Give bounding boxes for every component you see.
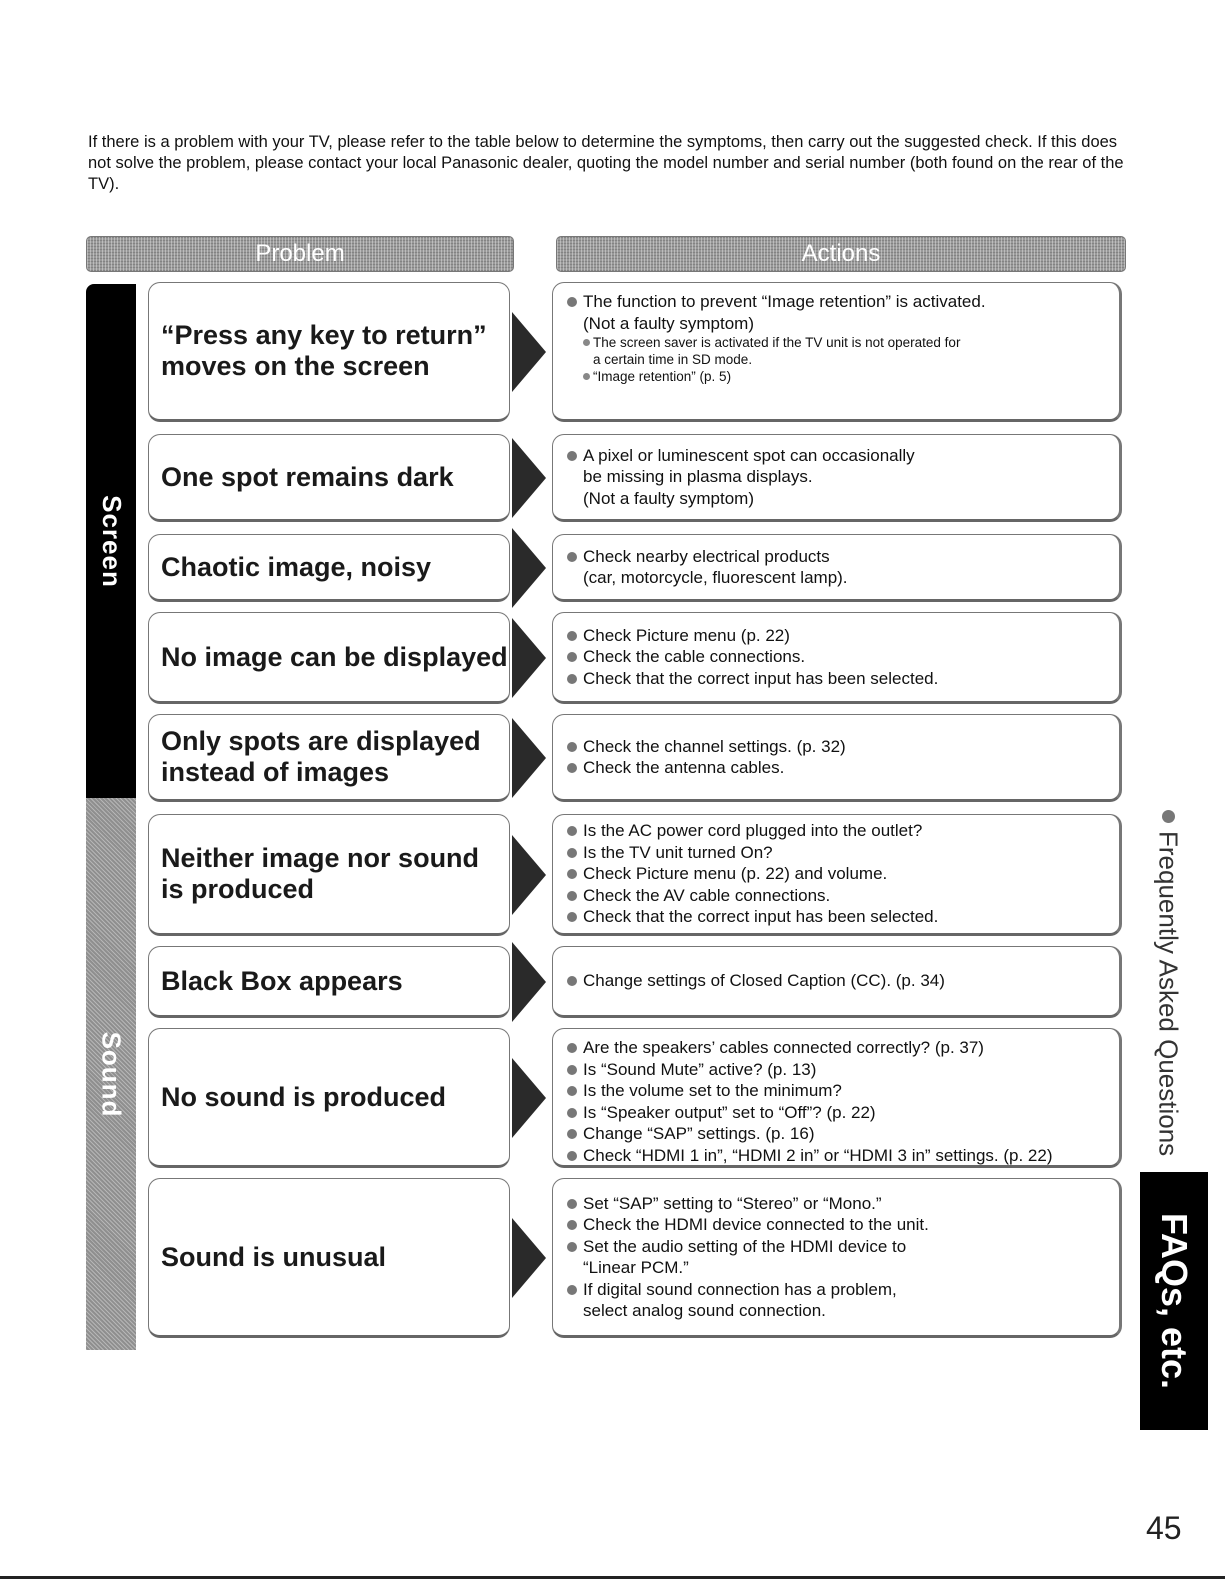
bullet-icon [1162,810,1175,823]
arrow-right-icon [512,438,546,518]
faq-tab [1140,1172,1208,1430]
action-item: Check the HDMI device connected to the unit. [565,1214,1109,1236]
actions-cell [552,534,1122,602]
problem-cell [148,714,510,802]
problem-cell [148,282,510,422]
problem-text: Only spots are displayed instead of images [161,726,481,787]
intro-paragraph: If there is a problem with your TV, please refer to the table below to determine the symptoms, then carry out the suggested check. If this does not solve the problem, please contact your local Panasonic dealer, quoting the model number and serial number (both found on the rear of the TV). [88,133,1124,193]
problem-cell [148,612,510,704]
action-item-continued: “Linear PCM.” [583,1258,689,1277]
action-item: Check Picture menu (p. 22) and volume. [565,863,1109,885]
actions-cell [552,434,1122,522]
problem-cell [148,434,510,522]
action-item: Check the antenna cables. [565,757,1109,779]
problem-cell [148,1178,510,1338]
arrow-right-icon [512,1218,546,1298]
arrow-right-icon [512,942,546,1022]
problem-cell [148,1028,510,1168]
problem-text: Neither image nor sound is produced [161,843,480,904]
action-item: The function to prevent “Image retention” is activated. [565,291,1109,313]
arrow-right-icon [512,312,546,392]
faq-side-label [1138,810,1198,1170]
action-item: Change “SAP” settings. (p. 16) [565,1123,1109,1145]
actions-cell [552,946,1122,1018]
problem-text: Sound is unusual [161,1241,387,1272]
problem-text: Chaotic image, noisy [161,551,432,582]
arrow-right-icon [512,718,546,798]
arrow-right-icon [512,528,546,608]
action-item: A pixel or luminescent spot can occasionally [565,445,1109,467]
actions-header: Actions [556,236,1126,272]
table-row [0,814,1225,936]
problem-text: Black Box appears [161,965,403,996]
table-row [0,282,1225,422]
actions-cell [552,814,1122,936]
actions-cell [552,714,1122,802]
action-item: Check that the correct input has been selected. [565,906,1109,928]
problem-text: No image can be displayed [161,641,508,672]
action-item-continued: be missing in plasma displays. [583,467,813,487]
table-row [0,1178,1225,1338]
bottom-rule [0,1576,1225,1579]
problem-header: Problem [86,236,514,272]
problem-cell [148,946,510,1018]
problem-text: No sound is produced [161,1081,447,1112]
arrow-right-icon [512,618,546,698]
action-item: Check nearby electrical products [565,546,1109,568]
action-note: The screen saver is activated if the TV unit is not operated for [565,334,1109,351]
problem-cell [148,814,510,936]
action-item-continued: select analog sound connection. [583,1301,826,1320]
action-item: Set “SAP” setting to “Stereo” or “Mono.” [565,1193,1109,1215]
action-note-continued: a certain time in SD mode. [593,352,753,367]
action-item: Is the TV unit turned On? [565,842,1109,864]
action-item: Is “Sound Mute” active? (p. 13) [565,1059,1109,1081]
faq-section-title: Frequently Asked Questions [1153,831,1184,1157]
actions-cell [552,1178,1122,1338]
action-note: “Image retention” (p. 5) [565,368,1109,385]
actions-cell [552,612,1122,704]
table-row [0,612,1225,704]
action-item: Check the AV cable connections. [565,885,1109,907]
action-item: Is “Speaker output” set to “Off”? (p. 22) [565,1102,1109,1124]
problem-text: One spot remains dark [161,461,454,492]
action-item: Check the cable connections. [565,646,1109,668]
arrow-right-icon [512,1058,546,1138]
action-item: Change settings of Closed Caption (CC). (p. 34) [565,970,1109,992]
action-item: Is the volume set to the minimum? [565,1080,1109,1102]
table-row [0,1028,1225,1168]
action-item: Check that the correct input has been selected. [565,668,1109,690]
action-item: Are the speakers’ cables connected correctly? (p. 37) [565,1037,1109,1059]
actions-cell [552,1028,1122,1168]
table-row [0,434,1225,522]
action-item: Set the audio setting of the HDMI device to [565,1236,1109,1258]
problem-cell [148,534,510,602]
action-item-continued: (Not a faulty symptom) [583,313,754,333]
faq-tab-label: FAQs, etc. [1154,1212,1195,1390]
action-item: Check the channel settings. (p. 32) [565,736,1109,758]
page-number: 45 [1146,1510,1182,1546]
action-item-continued: (Not a faulty symptom) [583,488,754,508]
action-item: Check Picture menu (p. 22) [565,625,1109,647]
action-item: Check “HDMI 1 in”, “HDMI 2 in” or “HDMI 3 in” settings. (p. 22) [565,1145,1109,1167]
action-item: If digital sound connection has a problem, [565,1279,1109,1301]
sound-tab-label: Sound [96,1031,127,1117]
action-item-continued: (car, motorcycle, fluorescent lamp). [583,568,848,587]
screen-tab-label: Screen [96,494,127,588]
table-row [0,534,1225,602]
table-row [0,946,1225,1018]
arrow-right-icon [512,835,546,915]
table-row [0,714,1225,802]
actions-cell [552,282,1122,422]
problem-text: “Press any key to return” moves on the screen [161,320,487,381]
action-item: Is the AC power cord plugged into the outlet? [565,820,1109,842]
